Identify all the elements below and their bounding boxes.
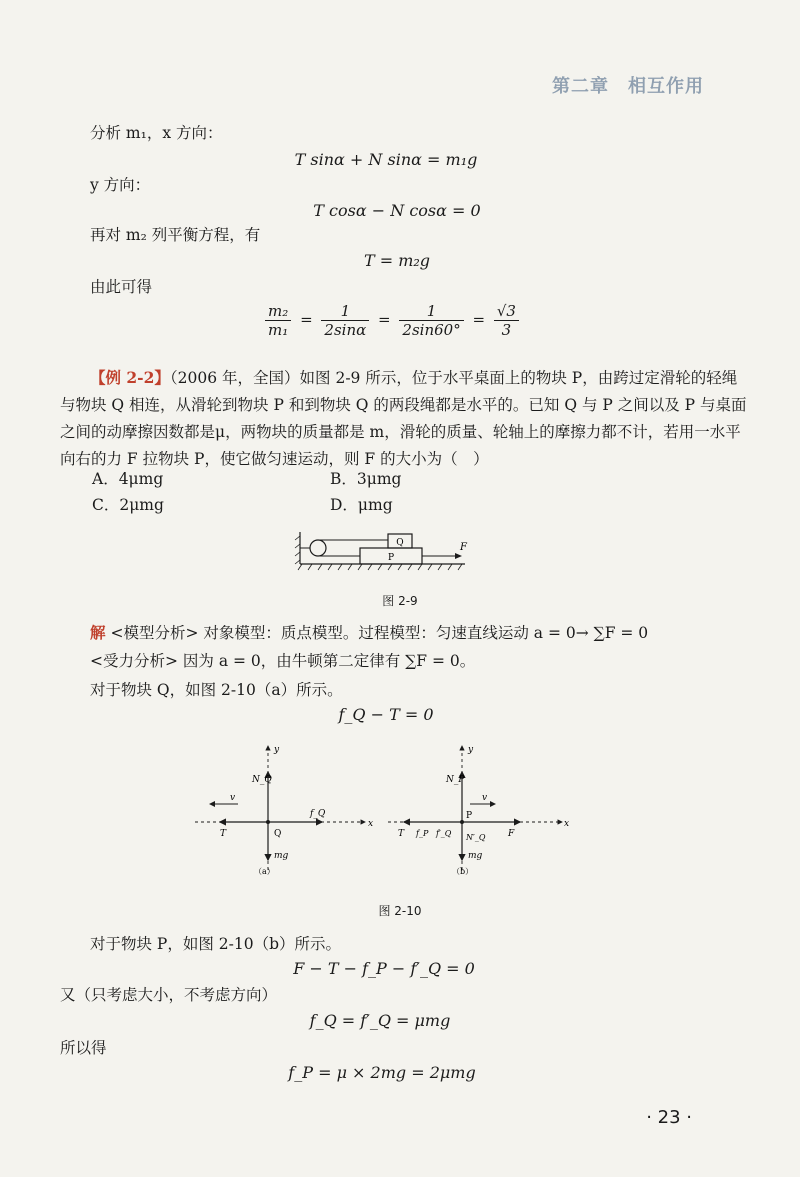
svg-text:N′_Q: N′_Q xyxy=(466,833,486,842)
block-q-label: Q xyxy=(396,538,404,548)
force-f-label: F xyxy=(460,542,467,553)
equation-final: f_P = μ × 2mg = 2μmg xyxy=(288,1063,476,1082)
svg-text:v: v xyxy=(482,793,488,803)
force-f-arrowhead xyxy=(455,553,462,559)
diagram-a xyxy=(195,745,373,876)
svg-text:mg: mg xyxy=(468,851,483,861)
svg-text:v: v xyxy=(230,793,236,803)
figure-2-9-caption: 图 2-9 xyxy=(382,594,418,608)
example-paragraph xyxy=(60,364,750,473)
svg-text:x: x xyxy=(564,819,570,829)
svg-text:y: y xyxy=(468,745,474,755)
equation-1: T sinα + N sinα = m₁g xyxy=(294,150,478,169)
y-direction-label: y 方向： xyxy=(90,176,151,194)
m2-balance-label: 再对 m₂ 列平衡方程，有 xyxy=(90,226,261,244)
equation-fq: f_Q − T = 0 xyxy=(338,705,434,724)
svg-text:f′_Q: f′_Q xyxy=(436,829,452,838)
example-title: 【例 2-2】 xyxy=(90,368,170,387)
ratio-r: $\frac{1}{2\sin 60^\circ}$ xyxy=(399,302,463,339)
svg-text:（b）: （b） xyxy=(452,867,474,876)
svg-text:x: x xyxy=(368,819,374,829)
svg-text:f_P: f_P xyxy=(416,829,429,838)
diagram-b xyxy=(388,745,569,876)
equation-2: T cosα − N cosα = 0 xyxy=(313,201,481,220)
svg-text:P: P xyxy=(466,811,473,821)
svg-text:T: T xyxy=(220,829,227,839)
ratio-result: $\frac{√3}{3}$ xyxy=(494,302,519,339)
ratio-mid: $\frac{1}{2\sin\alpha}$ xyxy=(321,302,369,339)
ratio-lhs: $\frac{\text{m₂}}{\text{m₁}}$ xyxy=(265,302,291,339)
ratio-equation: $\frac{\text{m₂}}{\text{m₁}}$ = $\frac{1}{2\sin\alpha}$ = $\frac{1}{2\sin 60^\circ}$ = $\frac{√3}{3}$ xyxy=(0,302,792,339)
equation-p: F − T − f_P − f′_Q = 0 xyxy=(293,959,475,978)
svg-text:（a）: （a） xyxy=(254,867,275,876)
svg-text:F: F xyxy=(508,829,515,839)
solution-line-6: 所以得 xyxy=(60,1039,107,1057)
solution-line-1: 解 <模型分析> 对象模型：质点模型。过程模型：匀速直线运动 a = 0→ ∑F = 0 xyxy=(90,623,649,642)
svg-text:Q: Q xyxy=(274,829,282,839)
solution-jie: 解 xyxy=(90,623,106,642)
pulley xyxy=(310,540,326,556)
option-d: D．μmg xyxy=(330,496,393,514)
figure-2-9 xyxy=(290,526,480,574)
example-text: （2006 年，全国）如图 2-9 所示，位于水平桌面上的物块 P，由跨过定滑轮的轻绳与物块 Q 相连，从滑轮到物块 P 和到物块 Q 的两段绳都是水平的。已知 Q 与 P 之间以及 P 与桌面之间的动摩擦因数都是μ，两物块的质量都是 m，滑轮的质量、轮轴上的摩擦力都不计，若用一水平向右的力 F 拉物块 P，使它做匀速运动，则 F 的大小为（ ） xyxy=(60,369,747,468)
svg-text:y: y xyxy=(274,745,280,755)
table-surface xyxy=(298,564,465,570)
solution-line-5: 又（只考虑大小，不考虑方向） xyxy=(60,986,278,1004)
block-p-label: P xyxy=(387,553,395,563)
svg-text:f_Q: f_Q xyxy=(310,809,326,819)
option-a: A．4μmg xyxy=(92,470,164,488)
equation-3: T = m₂g xyxy=(363,251,431,270)
analysis-m1-label: 分析 m₁，x 方向： xyxy=(90,124,223,142)
svg-text:T: T xyxy=(398,829,405,839)
solution-line-2: <受力分析> 因为 a = 0，由牛顿第二定律有 ∑F = 0。 xyxy=(90,652,476,670)
wall xyxy=(295,532,300,564)
result-label: 由此可得 xyxy=(90,278,153,296)
option-b: B．3μmg xyxy=(330,470,402,488)
svg-text:mg: mg xyxy=(274,851,289,861)
chapter-header: 第二章 相互作用 xyxy=(552,76,704,97)
page-number: · 23 · xyxy=(646,1107,692,1128)
svg-text:N_Q: N_Q xyxy=(252,775,272,785)
figure-2-10-caption: 图 2-10 xyxy=(378,904,422,918)
option-c: C．2μmg xyxy=(92,496,164,514)
solution-line-3: 对于物块 Q，如图 2-10（a）所示。 xyxy=(90,681,343,699)
svg-text:N_P: N_P xyxy=(446,775,465,785)
figure-2-10 xyxy=(190,740,580,880)
equation-friction: f_Q = f′_Q = μmg xyxy=(309,1011,451,1030)
solution-line-4: 对于物块 P，如图 2-10（b）所示。 xyxy=(90,935,342,953)
